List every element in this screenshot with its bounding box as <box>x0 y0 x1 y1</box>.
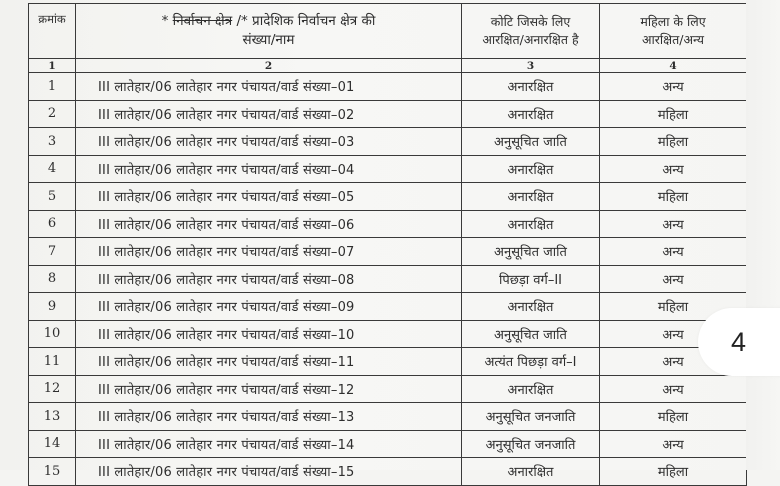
category-cell: अनुसूचित जनजाति <box>462 430 600 458</box>
page-edge-shadow <box>746 0 780 470</box>
category-cell: अनारक्षित <box>462 100 600 128</box>
serial-cell: 2 <box>29 100 76 128</box>
serial-cell: 7 <box>29 238 76 266</box>
category-cell: अत्यंत पिछड़ा वर्ग–I <box>462 348 600 376</box>
header-category-line2: आरक्षित/अनारक्षित है <box>482 32 579 47</box>
category-cell: पिछड़ा वर्ग–II <box>462 265 600 293</box>
serial-cell: 10 <box>29 320 76 348</box>
area-cell: III लातेहार/06 लातेहार नगर पंचायत/वार्ड संख्या–15 <box>76 458 462 486</box>
area-cell: III लातेहार/06 लातेहार नगर पंचायत/वार्ड संख्या–08 <box>76 265 462 293</box>
area-cell: III लातेहार/06 लातेहार नगर पंचायत/वार्ड संख्या–09 <box>76 293 462 321</box>
serial-cell: 15 <box>29 458 76 486</box>
area-cell: III लातेहार/06 लातेहार नगर पंचायत/वार्ड संख्या–05 <box>76 183 462 211</box>
serial-cell: 1 <box>29 73 76 101</box>
category-cell: अनारक्षित <box>462 210 600 238</box>
serial-cell: 5 <box>29 183 76 211</box>
area-cell: III लातेहार/06 लातेहार नगर पंचायत/वार्ड संख्या–12 <box>76 375 462 403</box>
women-cell: अन्य <box>600 238 747 266</box>
serial-cell: 8 <box>29 265 76 293</box>
serial-cell: 12 <box>29 375 76 403</box>
serial-cell: 9 <box>29 293 76 321</box>
category-cell: अनारक्षित <box>462 155 600 183</box>
women-cell: अन्य <box>600 320 747 348</box>
header-serial: क्रमांक <box>29 4 76 59</box>
area-cell: III लातेहार/06 लातेहार नगर पंचायत/वार्ड संख्या–03 <box>76 128 462 156</box>
table-row <box>29 293 747 321</box>
category-cell: अनारक्षित <box>462 293 600 321</box>
area-cell: III लातेहार/06 लातेहार नगर पंचायत/वार्ड संख्या–07 <box>76 238 462 266</box>
table-row <box>29 375 747 403</box>
area-cell: III लातेहार/06 लातेहार नगर पंचायत/वार्ड संख्या–13 <box>76 403 462 431</box>
serial-cell: 14 <box>29 430 76 458</box>
table-row <box>29 155 747 183</box>
table-row <box>29 348 747 376</box>
column-number-row <box>29 59 747 73</box>
page-number-label: 4 <box>731 327 747 357</box>
table-row <box>29 320 747 348</box>
table-row <box>29 430 747 458</box>
category-cell: अनारक्षित <box>462 375 600 403</box>
header-area <box>76 4 462 59</box>
header-area-rest: /* प्रादेशिक निर्वाचन क्षेत्र की <box>232 13 376 29</box>
women-cell: अन्य <box>600 348 747 376</box>
women-cell: महिला <box>600 100 747 128</box>
table-row <box>29 265 747 293</box>
women-cell: अन्य <box>600 210 747 238</box>
women-cell: अन्य <box>600 430 747 458</box>
table-row <box>29 403 747 431</box>
page-number-badge[interactable] <box>698 308 780 376</box>
area-cell: III लातेहार/06 लातेहार नगर पंचायत/वार्ड संख्या–06 <box>76 210 462 238</box>
table-header-row <box>29 4 747 59</box>
table-row <box>29 73 747 101</box>
serial-cell: 4 <box>29 155 76 183</box>
area-cell: III लातेहार/06 लातेहार नगर पंचायत/वार्ड संख्या–04 <box>76 155 462 183</box>
header-women-line1: महिला के लिए <box>640 14 706 29</box>
area-cell: III लातेहार/06 लातेहार नगर पंचायत/वार्ड संख्या–10 <box>76 320 462 348</box>
category-cell: अनुसूचित जाति <box>462 320 600 348</box>
header-area-line1 <box>76 12 461 31</box>
women-cell: अन्य <box>600 73 747 101</box>
women-cell: महिला <box>600 128 747 156</box>
table-body <box>29 73 747 486</box>
women-cell: महिला <box>600 293 747 321</box>
header-area-struck-text: निर्वाचन क्षेत्र <box>172 13 233 29</box>
reservation-table <box>28 3 747 486</box>
column-number: 2 <box>76 59 462 73</box>
table-row <box>29 100 747 128</box>
women-cell: अन्य <box>600 155 747 183</box>
women-cell: महिला <box>600 183 747 211</box>
header-women <box>600 4 747 59</box>
area-cell: III लातेहार/06 लातेहार नगर पंचायत/वार्ड संख्या–02 <box>76 100 462 128</box>
header-category-line1: कोटि जिसके लिए <box>490 14 571 29</box>
category-cell: अनारक्षित <box>462 183 600 211</box>
women-cell: अन्य <box>600 375 747 403</box>
column-number: 3 <box>462 59 600 73</box>
category-cell: अनुसूचित जाति <box>462 128 600 156</box>
table-row <box>29 128 747 156</box>
area-cell: III लातेहार/06 लातेहार नगर पंचायत/वार्ड संख्या–14 <box>76 430 462 458</box>
women-cell: महिला <box>600 458 747 486</box>
header-area-line2: संख्या/नाम <box>242 32 295 48</box>
category-cell: अनारक्षित <box>462 73 600 101</box>
area-cell: III लातेहार/06 लातेहार नगर पंचायत/वार्ड संख्या–01 <box>76 73 462 101</box>
column-number: 1 <box>29 59 76 73</box>
category-cell: अनारक्षित <box>462 458 600 486</box>
header-category <box>462 4 600 59</box>
column-number: 4 <box>600 59 747 73</box>
table-row <box>29 210 747 238</box>
header-area-star: * <box>161 13 173 29</box>
serial-cell: 11 <box>29 348 76 376</box>
category-cell: अनुसूचित जाति <box>462 238 600 266</box>
table-row <box>29 458 747 486</box>
women-cell: अन्य <box>600 265 747 293</box>
serial-cell: 3 <box>29 128 76 156</box>
header-women-line2: आरक्षित/अन्य <box>642 32 704 47</box>
category-cell: अनुसूचित जनजाति <box>462 403 600 431</box>
table-row <box>29 183 747 211</box>
serial-cell: 13 <box>29 403 76 431</box>
area-cell: III लातेहार/06 लातेहार नगर पंचायत/वार्ड संख्या–11 <box>76 348 462 376</box>
serial-cell: 6 <box>29 210 76 238</box>
table-row <box>29 238 747 266</box>
women-cell: महिला <box>600 403 747 431</box>
